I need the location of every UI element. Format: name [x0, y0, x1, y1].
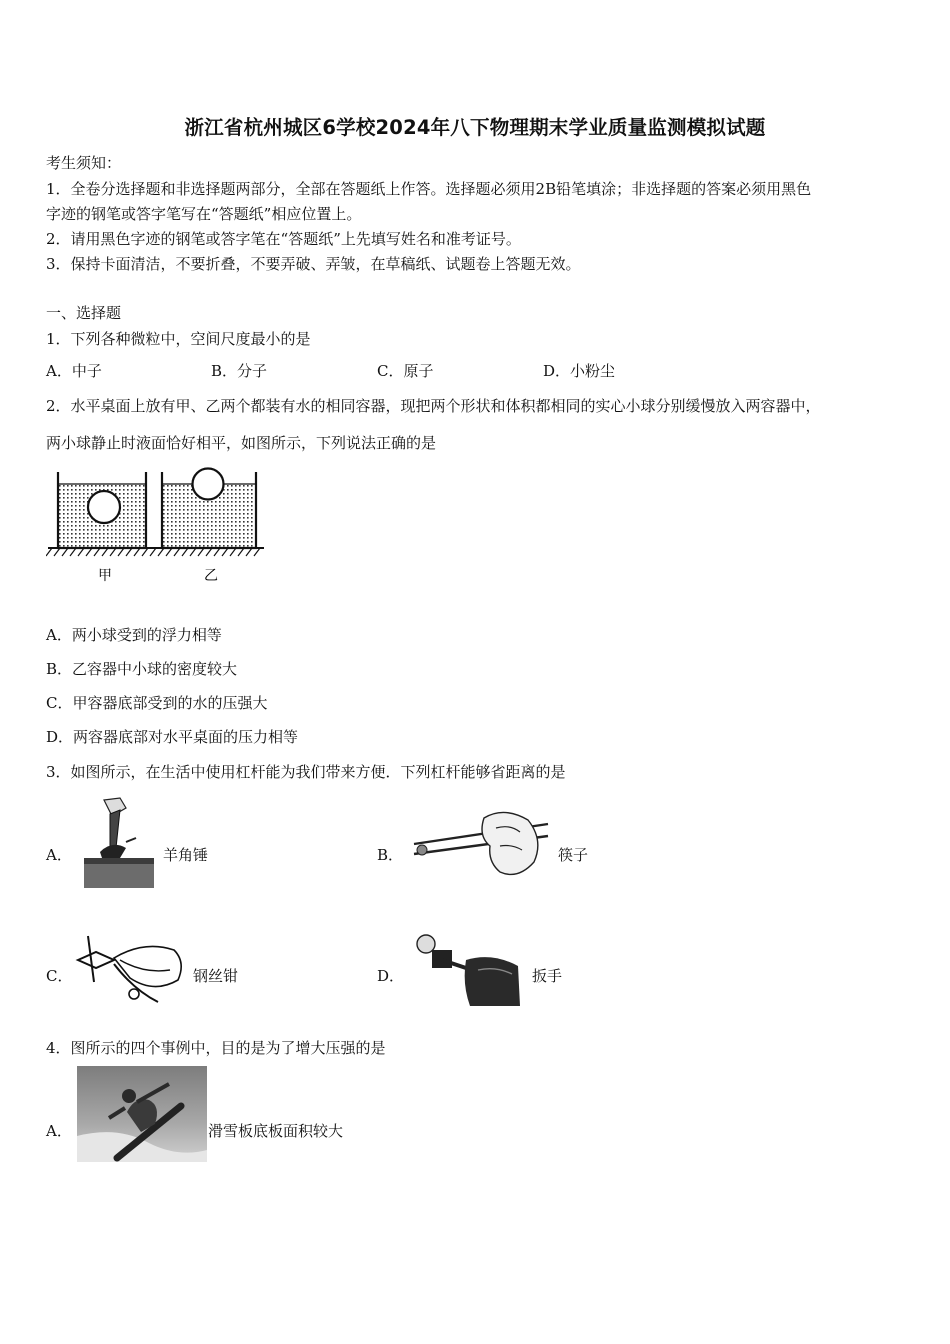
- notice-heading: 考生须知：: [46, 154, 122, 172]
- page-title: 浙江省杭州城区6学校2024年八下物理期末学业质量监测模拟试题: [184, 116, 766, 139]
- section-heading: 一、选择题: [46, 304, 122, 322]
- chopsticks-image: [408, 806, 552, 884]
- question-2-stem: 2．水平桌面上放有甲、乙两个都装有水的相同容器，现把两个形状和体积都相同的实心小球分别缓慢放入两容器中，: [46, 397, 821, 415]
- notice-item: 1．全卷分选择题和非选择题两部分，全部在答题纸上作答。选择题必须用2B铅笔填涂；非选择题的答案必须用黑色: [46, 180, 812, 198]
- label-jia: 甲: [98, 568, 112, 584]
- label-yi: 乙: [204, 568, 218, 584]
- question-3-stem: 3．如图所示，在生活中使用杠杆能为我们带来方便．下列杠杆能够省距离的是: [46, 763, 566, 781]
- q4-option-a-label[interactable]: A．: [46, 1122, 72, 1140]
- q4-option-a-text[interactable]: 滑雪板底板面积较大: [208, 1122, 344, 1140]
- q2-option-b[interactable]: B．乙容器中小球的密度较大: [46, 660, 238, 678]
- notice-item: 字迹的钢笔或答字笔写在“答题纸”相应位置上。: [46, 205, 362, 223]
- option-text: 中子: [71, 362, 102, 380]
- q3-option-b-label[interactable]: B．: [377, 846, 404, 864]
- q1-option-b[interactable]: [211, 360, 267, 381]
- q2-option-d[interactable]: D．两容器底部对水平桌面的压力相等: [46, 728, 299, 746]
- notice-item: 2．请用黑色字迹的钢笔或答字笔在“答题纸”上先填写姓名和准考证号。: [46, 230, 521, 248]
- ball-yi: [193, 469, 224, 500]
- pliers-image: [74, 930, 190, 1010]
- option-text: 分子: [237, 362, 268, 380]
- notice-item: 3．保持卡面清洁，不要折叠，不要弄破、弄皱，在草稿纸、试题卷上答题无效。: [46, 255, 581, 273]
- q3-option-c-text[interactable]: 钢丝钳: [193, 967, 239, 985]
- q3-option-d-text[interactable]: 扳手: [532, 967, 563, 985]
- containers-figure: [46, 464, 276, 588]
- option-label: C．: [377, 362, 404, 380]
- q2-option-a[interactable]: A．两小球受到的浮力相等: [46, 626, 222, 644]
- question-1-stem: 1．下列各种微粒中，空间尺度最小的是: [46, 330, 311, 348]
- option-text: 原子: [403, 362, 434, 380]
- wrench-image: [408, 930, 526, 1008]
- option-text: 小粉尘: [570, 362, 616, 380]
- question-4-stem: 4．图所示的四个事例中，目的是为了增大压强的是: [46, 1039, 386, 1057]
- q3-option-a-label[interactable]: A．: [46, 846, 72, 864]
- question-2-stem: 两小球静止时液面恰好相平，如图所示，下列说法正确的是: [46, 434, 437, 452]
- q1-option-a[interactable]: [46, 360, 102, 381]
- q3-option-d-label[interactable]: D．: [377, 967, 405, 985]
- q3-option-c-label[interactable]: C．: [46, 967, 73, 985]
- q2-option-c[interactable]: C．甲容器底部受到的水的压强大: [46, 694, 268, 712]
- q3-option-a-text[interactable]: 羊角锤: [163, 846, 209, 864]
- q3-option-b-text[interactable]: 筷子: [558, 846, 589, 864]
- claw-hammer-image: [80, 796, 156, 890]
- option-label: A．: [46, 362, 72, 380]
- q1-option-c[interactable]: [377, 360, 434, 381]
- ball-jia: [88, 491, 120, 523]
- option-label: B．: [211, 362, 238, 380]
- q1-option-d[interactable]: [543, 360, 615, 381]
- snowboard-image: [77, 1066, 207, 1162]
- option-label: D．: [543, 362, 571, 380]
- table-hatching: [46, 548, 260, 556]
